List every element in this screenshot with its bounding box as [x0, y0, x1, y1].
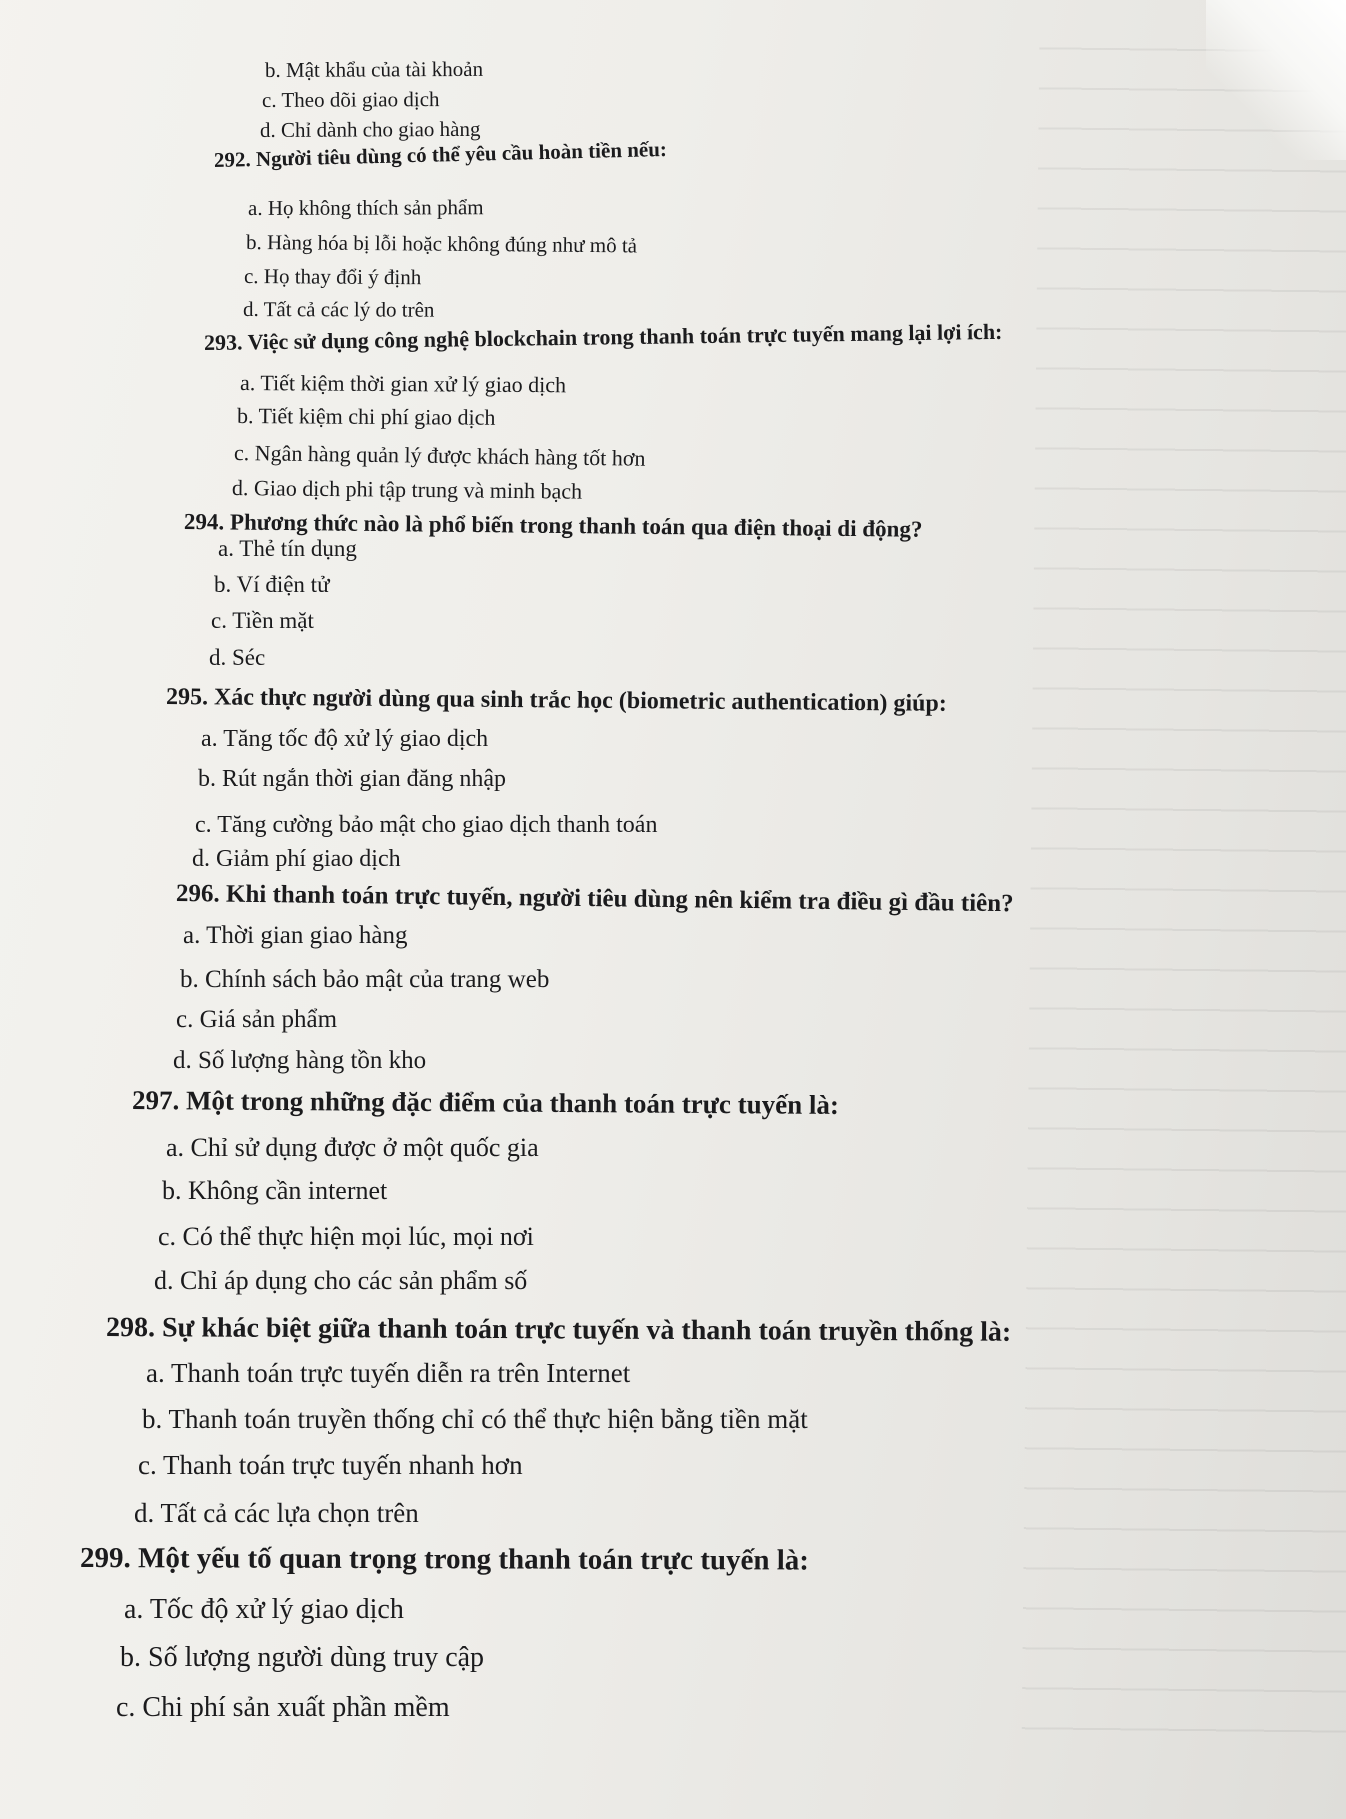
- question-292: 292. Người tiêu dùng có thể yêu cầu hoàn tiền nếu:: [213, 136, 668, 172]
- option-a: a. Thanh toán trực tuyến diễn ra trên Internet: [146, 1358, 631, 1388]
- option-c: c. Có thể thực hiện mọi lúc, mọi nơi: [158, 1222, 534, 1251]
- option-b: b. Không cần internet: [162, 1176, 388, 1205]
- option-c: c. Tăng cường bảo mật cho giao dịch thanh toán: [195, 812, 658, 838]
- option-d: d. Giao dịch phi tập trung và minh bạch: [231, 475, 583, 504]
- option-b: b. Ví điện tử: [214, 572, 330, 597]
- question-298: 298. Sự khác biệt giữa thanh toán trực tuyến và thanh toán truyền thống là:: [105, 1312, 1012, 1348]
- option-c: c. Họ thay đổi ý định: [243, 264, 422, 290]
- option-a: a. Tiết kiệm thời gian xử lý giao dịch: [239, 370, 567, 398]
- option-b: b. Số lượng người dùng truy cập: [120, 1642, 485, 1673]
- question-293: 293. Việc sử dụng công nghệ blockchain trong thanh toán trực tuyến mang lại lợi ích:: [203, 318, 1003, 355]
- option-c: c. Theo dõi giao dịch: [261, 87, 440, 112]
- question-295: 295. Xác thực người dùng qua sinh trắc học (biometric authentication) giúp:: [165, 684, 947, 717]
- question-297: 297. Một trong những đặc điểm của thanh toán trực tuyến là:: [131, 1085, 840, 1120]
- question-296: 296. Khi thanh toán trực tuyến, người tiêu dùng nên kiểm tra điều gì đầu tiên?: [175, 880, 1014, 918]
- option-c: c. Chi phí sản xuất phần mềm: [116, 1692, 450, 1723]
- option-d: d. Tất cả các lựa chọn trên: [134, 1498, 419, 1528]
- question-299: 299. Một yếu tố quan trọng trong thanh toán trực tuyến là:: [79, 1542, 810, 1577]
- option-c: c. Ngân hàng quản lý được khách hàng tốt hơn: [233, 440, 646, 471]
- option-c: c. Tiền mặt: [211, 608, 314, 633]
- question-294: 294. Phương thức nào là phổ biến trong thanh toán qua điện thoại di động?: [183, 509, 923, 542]
- option-a: a. Chỉ sử dụng được ở một quốc gia: [166, 1133, 539, 1162]
- option-b: b. Chính sách bảo mật của trang web: [180, 966, 550, 993]
- option-d: d. Chỉ dành cho giao hàng: [259, 116, 481, 142]
- option-d: d. Tất cả các lý do trên: [242, 297, 435, 322]
- option-a: a. Thời gian giao hàng: [183, 922, 408, 949]
- option-c: c. Thanh toán trực tuyến nhanh hơn: [138, 1450, 523, 1480]
- option-a: a. Tốc độ xử lý giao dịch: [124, 1594, 404, 1625]
- option-b: b. Hàng hóa bị lỗi hoặc không đúng như mô tả: [245, 230, 638, 258]
- option-b: b. Rút ngắn thời gian đăng nhập: [198, 766, 506, 792]
- option-a: a. Họ không thích sản phẩm: [247, 195, 484, 220]
- option-d: d. Chỉ áp dụng cho các sản phẩm số: [154, 1266, 528, 1295]
- option-b: b. Tiết kiệm chi phí giao dịch: [236, 403, 496, 430]
- option-a: a. Thẻ tín dụng: [218, 536, 357, 561]
- option-b: b. Thanh toán truyền thống chỉ có thể thực hiện bằng tiền mặt: [142, 1404, 808, 1434]
- option-c: c. Giá sản phẩm: [176, 1006, 338, 1033]
- option-a: a. Tăng tốc độ xử lý giao dịch: [201, 726, 489, 752]
- option-d: d. Giảm phí giao dịch: [192, 846, 401, 872]
- option-d: d. Số lượng hàng tồn kho: [173, 1047, 427, 1074]
- option-b: b. Mật khẩu của tài khoản: [264, 56, 484, 82]
- option-d: d. Séc: [209, 645, 266, 670]
